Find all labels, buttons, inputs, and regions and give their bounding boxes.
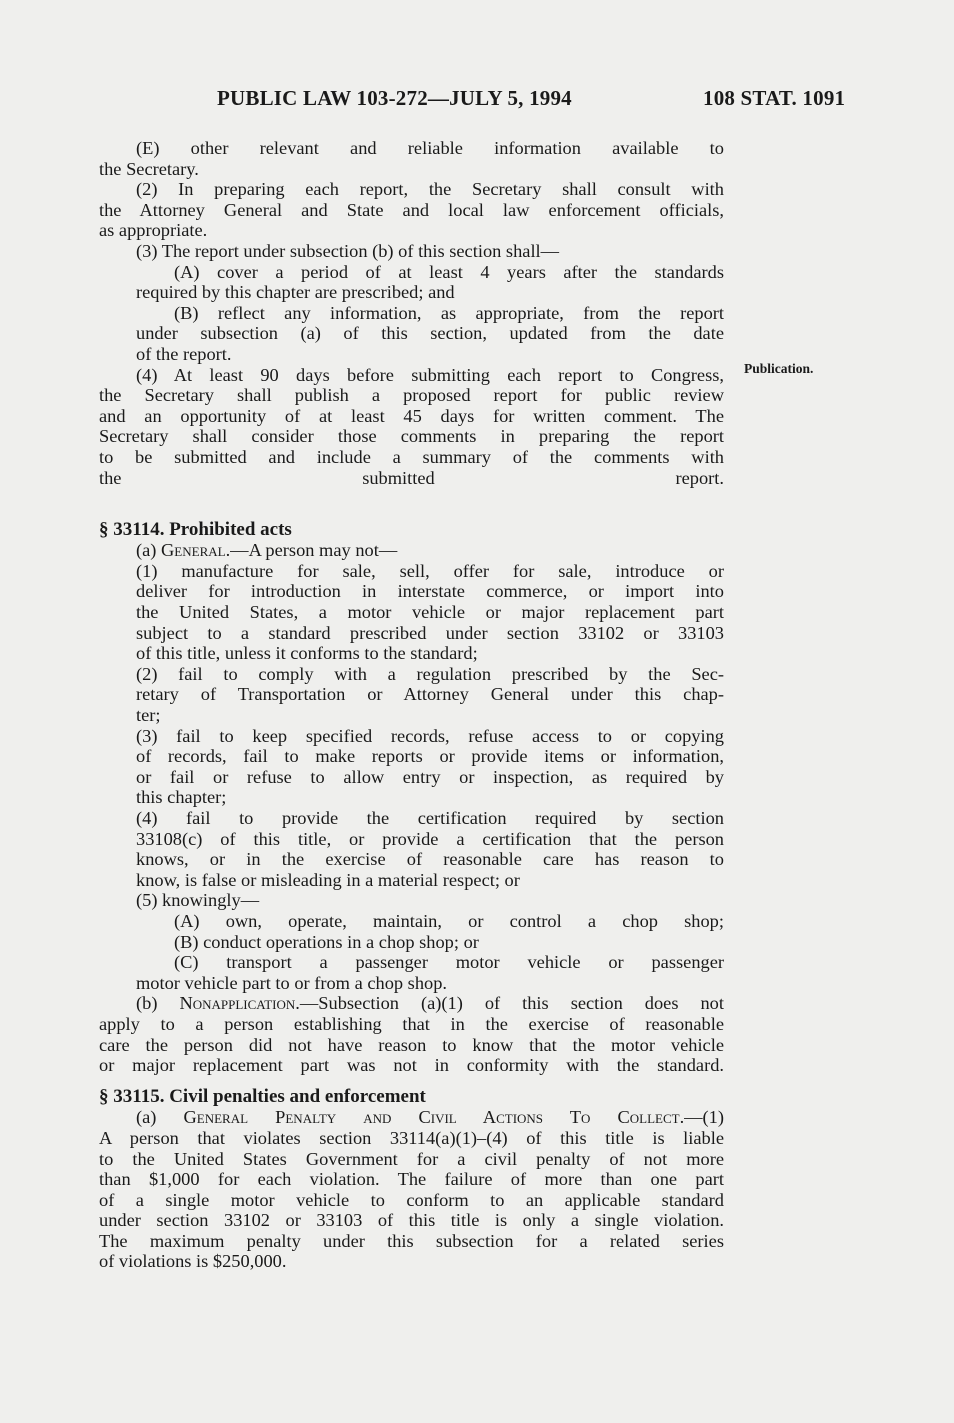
text-line: the submitted report. — [99, 467, 724, 488]
text-line: (A) cover a period of at least 4 years after the standards — [174, 261, 724, 282]
text-line: of the report. — [136, 343, 232, 364]
text-line: (2) fail to comply with a regulation prescribed by the Sec- — [136, 663, 724, 684]
text-line: Secretary shall consider those comments in preparing the report — [99, 426, 724, 447]
text-line: and an opportunity of at least 45 days for written comment. The — [99, 405, 724, 426]
text-line: required by this chapter are prescribed; and — [136, 282, 455, 303]
text-line: as appropriate. — [99, 220, 208, 241]
text-line: The maximum penalty under this subsection for a related series — [99, 1230, 724, 1251]
text-line: (A) own, operate, maintain, or control a chop shop; — [174, 910, 724, 931]
page-body — [99, 138, 724, 1272]
text-line: retary of Transportation or Attorney General under this chap- — [136, 684, 724, 705]
text-line: subject to a standard prescribed under section 33102 or 33103 — [136, 622, 724, 643]
text-line: (B) reflect any information, as appropriate, from the report — [174, 302, 724, 323]
text-line: ter; — [136, 705, 161, 726]
text-line — [99, 488, 724, 509]
text-line: of violations is $250,000. — [99, 1251, 287, 1272]
text-line: motor vehicle part to or from a chop shop. — [136, 972, 448, 993]
text-line: deliver for introduction in interstate commerce, or import into — [136, 581, 724, 602]
subsection-a-general: (a) General.—A person may not— — [136, 540, 398, 561]
text-line: to the United States Government for a civil penalty of not more — [99, 1148, 724, 1169]
text-line: (B) conduct operations in a chop shop; or — [174, 931, 479, 952]
text-line: this chapter; — [136, 787, 227, 808]
subsection-a-general-penalty: (a) General Penalty and Civil Actions To Collect.—(1) — [136, 1107, 724, 1128]
text-line: than $1,000 for each violation. The failure of more than one part — [99, 1169, 724, 1190]
text-line: 33108(c) of this title, or provide a certification that the person — [136, 828, 724, 849]
text-line: (C) transport a passenger motor vehicle or passenger — [174, 952, 724, 973]
text-line: (4) fail to provide the certification required by section — [136, 808, 724, 828]
text-line: A person that violates section 33114(a)(1)–(4) of this title is liable — [99, 1127, 724, 1148]
text-line: or fail or refuse to allow entry or inspection, as required by — [136, 766, 724, 787]
text-line: of this title, unless it conforms to the standard; — [136, 643, 478, 664]
text-line: the Secretary. — [99, 158, 199, 179]
section-heading-33115: § 33115. Civil penalties and enforcement — [99, 1085, 426, 1107]
text-line: under section 33102 or 33103 of this title is only a single violation. — [99, 1210, 724, 1231]
text-line: the United States, a motor vehicle or major replacement part — [136, 602, 724, 623]
section-heading-33114: § 33114. Prohibited acts — [99, 518, 292, 540]
text-line: know, is false or misleading in a material respect; or — [136, 869, 520, 890]
text-line: (2) In preparing each report, the Secretary shall consult with — [136, 179, 724, 200]
text-line: apply to a person establishing that in the exercise of reasonable — [99, 1013, 724, 1034]
running-header-stat-page: 108 STAT. 1091 — [703, 86, 846, 110]
subsection-b-nonapplication: (b) Nonapplication.—Subsection (a)(1) of this section does not — [136, 993, 724, 1014]
text-line: or major replacement part was not in conformity with the standard. — [99, 1055, 724, 1076]
text-line: (3) The report under subsection (b) of this section shall— — [136, 240, 560, 261]
text-line: under subsection (a) of this section, updated from the date — [136, 323, 724, 344]
text-line: the Attorney General and State and local law enforcement officials, — [99, 199, 724, 220]
text-line: the Secretary shall publish a proposed report for public review — [99, 385, 724, 406]
text-line: of records, fail to make reports or provide items or information, — [136, 746, 724, 767]
text-line: of a single motor vehicle to conform to an applicable standard — [99, 1189, 724, 1210]
text-line: (E) other relevant and reliable information available to — [136, 138, 724, 158]
margin-note-publication: Publication. — [744, 361, 814, 376]
text-line: (5) knowingly— — [136, 890, 260, 911]
text-line: (1) manufacture for sale, sell, offer for sale, introduce or — [136, 560, 724, 581]
text-line: to be submitted and include a summary of the comments with — [99, 446, 724, 467]
text-line: (4) At least 90 days before submitting each report to Congress, — [136, 364, 724, 385]
running-header-title: PUBLIC LAW 103-272—JULY 5, 1994 — [217, 86, 572, 110]
text-line: care the person did not have reason to know that the motor vehicle — [99, 1034, 724, 1055]
text-line: knows, or in the exercise of reasonable care has reason to — [136, 849, 724, 870]
text-line: (3) fail to keep specified records, refuse access to or copying — [136, 725, 724, 746]
